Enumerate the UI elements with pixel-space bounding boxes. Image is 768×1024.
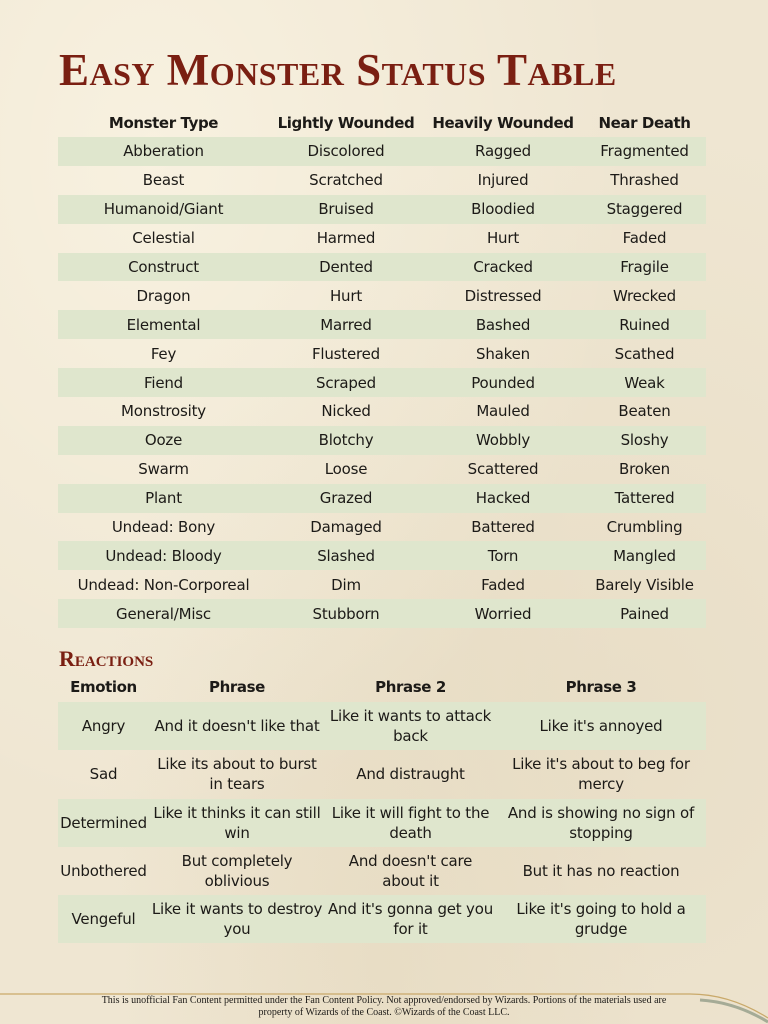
table-cell: Sloshy [583,426,706,455]
table-cell: Faded [481,575,525,594]
table-cell: Stubborn [269,599,423,628]
table-row [58,702,706,750]
table-cell: Scathed [614,344,675,363]
table-cell: And doesn't care about it [348,852,473,891]
table-cell: Like it's annoyed [496,702,706,750]
table-cell: And distraught [356,765,465,784]
monster-status-table [58,108,706,628]
table-cell: Beast [142,171,185,190]
footer-line-2: property of Wizards of the Coast. ©Wizards of the Coast LLC. [258,1007,510,1018]
table-cell: Like it's going to hold a grudge [496,895,706,943]
table-cell: Pained [583,599,706,628]
table-cell: Celestial [132,229,195,248]
table-row [58,513,706,542]
table-row [58,455,706,484]
table-cell: And is showing no sign of stopping [496,799,706,847]
table-cell: Scratched [309,171,383,190]
column-header-monster-type: Monster Type [108,113,219,132]
table-cell: Weak [583,368,706,397]
table-cell: But it has no reaction [522,862,680,881]
table-cell: Fey [150,344,177,363]
table-cell: Scraped [269,368,423,397]
table-cell: Crumbling [606,518,683,537]
table-row [58,484,706,513]
table-cell: Wrecked [613,286,676,305]
table-cell: Staggered [583,195,706,224]
table-cell: Fragmented [583,137,706,166]
table-cell: Undead: Bloody [58,541,269,570]
table-cell: Sad [89,765,118,784]
table-row [58,368,706,397]
table-cell: Wobbly [423,426,583,455]
table-cell: Angry [58,702,149,750]
column-header-phrase: Phrase [209,678,265,696]
table-cell: Faded [622,229,667,248]
reactions-heading: Reactions [59,646,154,671]
table-cell: Monstrosity [121,402,206,421]
table-row [58,195,706,224]
table-cell: Distressed [464,286,542,305]
table-cell: Barely Visible [595,575,694,594]
table-cell: Grazed [269,484,423,513]
column-header-heavily-wounded: Heavily Wounded [432,113,574,132]
column-header-near-death: Near Death [598,113,691,132]
table-cell: Marred [269,310,423,339]
column-header-lightly-wounded: Lightly Wounded [277,113,415,132]
table-row [58,426,706,455]
table-cell: Vengeful [58,895,149,943]
table-cell: Dented [269,253,423,282]
table-cell: Discolored [269,137,423,166]
footer-line-1: This is unofficial Fan Content permitted under the Fan Content Policy. Not approved/endorsed by Wizards. Portions of the materials used are [101,995,667,1006]
table-cell: Swarm [138,460,189,479]
table-cell: Ragged [423,137,583,166]
table-cell: Like it's about to beg for mercy [512,755,690,794]
table-row [58,137,706,166]
table-cell: Injured [477,171,529,190]
table-cell: Beaten [618,402,671,421]
table-cell: Like it thinks it can still win [149,799,325,847]
table-header-row [58,672,706,702]
table-cell: Fragile [583,253,706,282]
table-cell: Plant [58,484,269,513]
reactions-table [58,672,706,943]
table-cell: Worried [423,599,583,628]
reactions-table-body [58,702,706,943]
table-cell: Undead: Bony [111,518,216,537]
table-cell: Damaged [310,518,382,537]
table-cell: Like it wants to attack back [325,702,496,750]
table-row [58,253,706,282]
column-header-phrase-3: Phrase 3 [565,678,637,696]
table-cell: Hurt [329,286,363,305]
table-cell: Battered [471,518,535,537]
table-cell: Hurt [486,229,520,248]
table-cell: Construct [58,253,269,282]
table-cell: Bruised [269,195,423,224]
table-cell: Mauled [476,402,530,421]
table-cell: Ooze [58,426,269,455]
table-row [58,799,706,847]
table-cell: Abberation [58,137,269,166]
table-row [58,166,706,195]
table-cell: Dragon [136,286,191,305]
table-row [58,339,706,368]
table-row [58,281,706,310]
table-cell: Like it will fight to the death [325,799,496,847]
table-cell: Tattered [583,484,706,513]
table-row [58,397,706,426]
table-cell: Harmed [316,229,376,248]
status-table-body [58,137,706,628]
table-cell: Flustered [311,344,380,363]
table-cell: And it doesn't like that [149,702,325,750]
table-cell: Fiend [58,368,269,397]
table-cell: Determined [58,799,149,847]
legal-footer [0,995,768,1019]
table-row [58,599,706,628]
table-cell: Pounded [423,368,583,397]
table-row [58,847,706,895]
table-cell: Ruined [583,310,706,339]
table-cell: Slashed [269,541,423,570]
table-row [58,310,706,339]
table-cell: Elemental [58,310,269,339]
table-cell: Humanoid/Giant [58,195,269,224]
table-cell: Bloodied [423,195,583,224]
table-cell: Bashed [423,310,583,339]
table-cell: Like its about to burst in tears [157,755,317,794]
table-cell: And it's gonna get you for it [325,895,496,943]
table-row [58,570,706,599]
column-header-emotion: Emotion [70,678,137,696]
table-cell: General/Misc [58,599,269,628]
table-header-row [58,108,706,137]
table-cell: Dim [331,575,361,594]
page-title: Easy Monster Status Table [59,45,617,95]
table-cell: Torn [423,541,583,570]
table-cell: Cracked [423,253,583,282]
column-header-phrase-2: Phrase 2 [375,678,446,696]
table-cell: Scattered [467,460,539,479]
table-cell: Broken [619,460,670,479]
table-row [58,224,706,253]
table-row [58,895,706,943]
table-cell: Like it wants to destroy you [149,895,325,943]
table-cell: Hacked [423,484,583,513]
table-cell: But completely oblivious [181,852,293,891]
table-cell: Unbothered [60,862,147,881]
table-cell: Loose [324,460,368,479]
table-cell: Mangled [583,541,706,570]
table-cell: Nicked [321,402,371,421]
table-row [58,750,706,798]
table-row [58,541,706,570]
table-cell: Thrashed [610,171,679,190]
table-cell: Shaken [476,344,530,363]
table-cell: Blotchy [269,426,423,455]
table-cell: Undead: Non-Corporeal [77,575,250,594]
